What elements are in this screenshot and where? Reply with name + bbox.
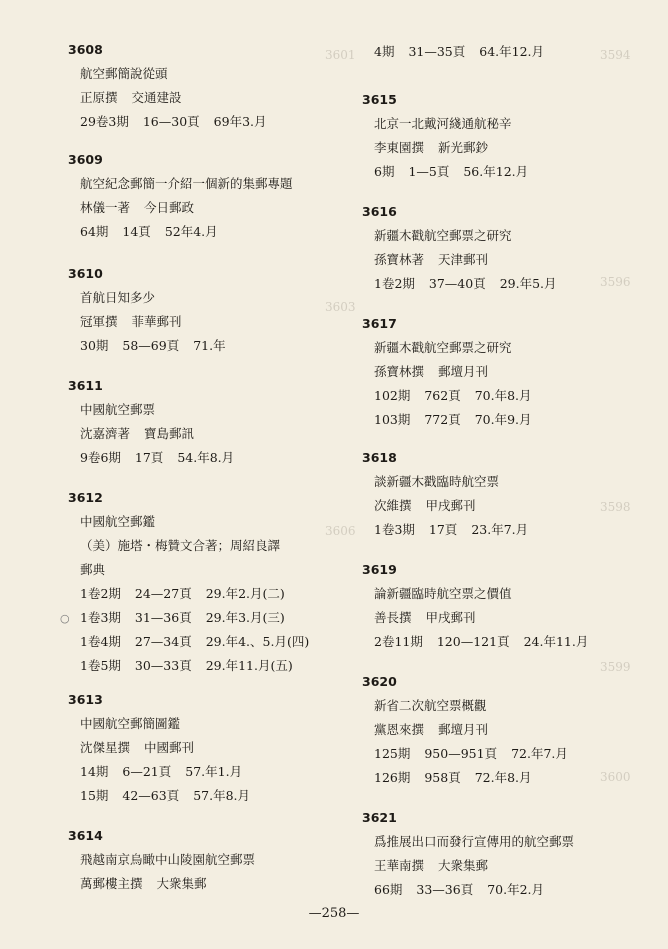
entry-lines bbox=[374, 586, 602, 658]
entry-line-part: 1卷4期 bbox=[80, 634, 121, 649]
entry-line bbox=[80, 852, 269, 876]
entry-line-part: 15期 bbox=[80, 788, 109, 803]
entry-line-part: 中國航空郵簡圖鑑 bbox=[80, 716, 181, 731]
entry-number: 3609 bbox=[68, 152, 103, 167]
entry-line-part: 14頁 bbox=[122, 224, 151, 239]
entry-line-part: 29.年4.、5.月(四) bbox=[205, 634, 310, 649]
entry-line-part: 沈傑星撰 bbox=[80, 740, 131, 755]
entry-line-part: 北京一北戴河綫通航秘辛 bbox=[374, 116, 512, 131]
entry-line-part: 31—35頁 bbox=[408, 44, 466, 59]
entry-line bbox=[374, 164, 542, 188]
binding-hole-icon: ○ bbox=[60, 612, 70, 625]
reverse-bleed: 3598 bbox=[600, 500, 631, 514]
entry-line bbox=[374, 770, 582, 794]
entry-line bbox=[374, 228, 571, 252]
entry-line-part: 30期 bbox=[80, 338, 109, 353]
entry-number: 3610 bbox=[68, 266, 103, 281]
entry-line-part: 42—63頁 bbox=[122, 788, 180, 803]
entry-line bbox=[80, 66, 281, 90]
entry-line-part: 24—27頁 bbox=[134, 586, 192, 601]
entry-line-part: 56.年12.月 bbox=[463, 164, 529, 179]
entry-line bbox=[374, 522, 542, 546]
entry-line-part: 17頁 bbox=[134, 450, 164, 465]
entry-line bbox=[374, 116, 542, 140]
entry-line-part: 交通建設 bbox=[131, 90, 182, 105]
entry-line-part: 正原撰 bbox=[80, 90, 118, 105]
entry-line bbox=[374, 698, 582, 722]
entry-line bbox=[374, 340, 546, 364]
entry-line-part: 1卷3期 bbox=[374, 522, 415, 537]
entry-number: 3608 bbox=[68, 42, 103, 57]
entry-line-part: 72.年7.月 bbox=[511, 746, 568, 761]
entry-line-part: 林儀一著 bbox=[80, 200, 131, 215]
entry-line bbox=[80, 610, 323, 634]
entry-line-part: 14期 bbox=[80, 764, 109, 779]
entry-line-part: 1卷2期 bbox=[374, 276, 415, 291]
entry-line bbox=[80, 314, 240, 338]
entry-lines bbox=[374, 228, 571, 300]
entry-line-part: 52年4.月 bbox=[164, 224, 218, 239]
entry-line-part: 談新疆木戳臨時航空票 bbox=[374, 474, 500, 489]
entry-line-part: 102期 bbox=[374, 388, 411, 403]
reverse-bleed: 3603 bbox=[325, 300, 356, 314]
entry-line-part: 31—36頁 bbox=[134, 610, 192, 625]
entry-line bbox=[80, 450, 248, 474]
entry-line-part: 中國航空郵鑑 bbox=[80, 514, 156, 529]
entry-line-part: 29.年3.月(三) bbox=[205, 610, 285, 625]
entry-line bbox=[80, 514, 323, 538]
entry-lines bbox=[374, 116, 542, 188]
entry-line-part: 今日郵政 bbox=[144, 200, 195, 215]
entry-line-part: 寶島郵訊 bbox=[144, 426, 195, 441]
entry-line-part: 58—69頁 bbox=[122, 338, 180, 353]
entry-line-part: 黨恩來撰 bbox=[374, 722, 425, 737]
entry-line bbox=[374, 882, 588, 906]
entry-line-part: 1—5頁 bbox=[408, 164, 450, 179]
entry-line bbox=[80, 716, 264, 740]
entry-line bbox=[80, 634, 323, 658]
entry-lines bbox=[80, 716, 264, 812]
entry-line-part: 1卷2期 bbox=[80, 586, 121, 601]
entry-lines bbox=[374, 44, 558, 68]
entry-line-part: 69年3.月 bbox=[213, 114, 267, 129]
entry-line-part: 孫寶林著 bbox=[374, 252, 425, 267]
entry-line-part: 70.年8.月 bbox=[474, 388, 532, 403]
entry-line bbox=[80, 200, 307, 224]
entry-line-part: 郵壇月刊 bbox=[438, 364, 489, 379]
entry-line bbox=[80, 402, 248, 426]
entry-line-part: 萬郵樓主撰 bbox=[80, 876, 143, 891]
entry-line-part: 郵典 bbox=[80, 562, 106, 577]
entry-line-part: 37—40頁 bbox=[428, 276, 486, 291]
entry-line-part: （美）施塔・梅贊文合著；周紹良譯 bbox=[80, 538, 281, 553]
entry-line-part: 71.年 bbox=[193, 338, 226, 353]
entry-line bbox=[374, 252, 571, 276]
entry-line bbox=[80, 764, 264, 788]
entry-lines bbox=[374, 340, 546, 436]
entry-number: 3616 bbox=[362, 204, 397, 219]
entry-line bbox=[80, 876, 269, 900]
entry-line-part: 6期 bbox=[374, 164, 395, 179]
entry-line-part: 1卷3期 bbox=[80, 610, 121, 625]
entry-lines bbox=[80, 514, 323, 682]
entry-line-part: 中國郵刊 bbox=[144, 740, 195, 755]
entry-number: 3619 bbox=[362, 562, 397, 577]
entry-line-part: 王華南撰 bbox=[374, 858, 425, 873]
entry-lines bbox=[80, 852, 269, 900]
entry-line-part: 新省二次航空票概觀 bbox=[374, 698, 487, 713]
entry-number: 3615 bbox=[362, 92, 397, 107]
entry-number: 3618 bbox=[362, 450, 397, 465]
entry-line-part: 57.年8.月 bbox=[193, 788, 251, 803]
entry-line bbox=[374, 722, 582, 746]
entry-line-part: 64.年12.月 bbox=[479, 44, 545, 59]
entry-line-part: 飛越南京烏瞰中山陵園航空郵票 bbox=[80, 852, 256, 867]
reverse-bleed: 3596 bbox=[600, 275, 631, 289]
entry-line bbox=[374, 634, 602, 658]
entry-line-part: 次維撰 bbox=[374, 498, 412, 513]
reverse-bleed: 3601 bbox=[325, 48, 356, 62]
entry-lines bbox=[80, 176, 307, 248]
entry-line-part: 29.年2.月(二) bbox=[205, 586, 285, 601]
entry-line-part: 27—34頁 bbox=[134, 634, 192, 649]
entry-line-part: 天津郵刊 bbox=[438, 252, 489, 267]
entry-line-part: 甲戌郵刊 bbox=[425, 498, 476, 513]
entry-line-part: 64期 bbox=[80, 224, 109, 239]
entry-line bbox=[80, 562, 323, 586]
entry-line-part: 菲華郵刊 bbox=[131, 314, 182, 329]
entry-line-part: 冠軍撰 bbox=[80, 314, 118, 329]
entry-line-part: 120—121頁 bbox=[436, 634, 510, 649]
entry-line-part: 958頁 bbox=[424, 770, 461, 785]
entry-line-part: 大衆集郵 bbox=[438, 858, 489, 873]
reverse-bleed: 3606 bbox=[325, 524, 356, 538]
entry-line-part: 沈嘉濟著 bbox=[80, 426, 131, 441]
entry-line-part: 772頁 bbox=[424, 412, 461, 427]
entry-line-part: 爲推展出口而發行宣傳用的航空郵票 bbox=[374, 834, 575, 849]
entry-line-part: 70.年2.月 bbox=[487, 882, 545, 897]
entry-lines bbox=[374, 474, 542, 546]
entry-line bbox=[80, 90, 281, 114]
entry-line-part: 950—951頁 bbox=[424, 746, 498, 761]
entry-line-part: 33—36頁 bbox=[416, 882, 474, 897]
entry-number: 3613 bbox=[68, 692, 103, 707]
entry-line-part: 29卷3期 bbox=[80, 114, 129, 129]
entry-lines bbox=[80, 290, 240, 362]
entry-line-part: 首航日知多少 bbox=[80, 290, 156, 305]
entry-line-part: 24.年11.月 bbox=[523, 634, 589, 649]
entry-line bbox=[374, 140, 542, 164]
entry-number: 3621 bbox=[362, 810, 397, 825]
reverse-bleed: 3600 bbox=[600, 770, 631, 784]
entry-number: 3617 bbox=[362, 316, 397, 331]
entry-line-part: 善長撰 bbox=[374, 610, 412, 625]
entry-line bbox=[374, 44, 558, 68]
entry-line bbox=[80, 176, 307, 200]
entry-line-part: 新疆木戳航空郵票之研究 bbox=[374, 340, 512, 355]
entry-line-part: 新光郵鈔 bbox=[438, 140, 489, 155]
entry-line-part: 17頁 bbox=[428, 522, 458, 537]
reverse-bleed: 3594 bbox=[600, 48, 631, 62]
entry-line bbox=[374, 586, 602, 610]
entry-line-part: 29.年11.月(五) bbox=[205, 658, 293, 673]
entry-line bbox=[80, 586, 323, 610]
entry-line-part: 6—21頁 bbox=[122, 764, 172, 779]
entry-line-part: 李東園撰 bbox=[374, 140, 425, 155]
entry-lines bbox=[374, 698, 582, 794]
entry-line bbox=[374, 834, 588, 858]
entry-line-part: 新疆木戳航空郵票之研究 bbox=[374, 228, 512, 243]
entry-line-part: 103期 bbox=[374, 412, 411, 427]
entry-line-part: 16—30頁 bbox=[142, 114, 200, 129]
entry-line bbox=[374, 610, 602, 634]
entry-line bbox=[80, 114, 281, 138]
entry-line-part: 66期 bbox=[374, 882, 403, 897]
entry-line-part: 航空紀念郵簡一介紹一個新的集郵專題 bbox=[80, 176, 293, 191]
entry-line bbox=[374, 388, 546, 412]
entry-line bbox=[80, 740, 264, 764]
entry-line-part: 甲戌郵刊 bbox=[425, 610, 476, 625]
entry-line-part: 9卷6期 bbox=[80, 450, 121, 465]
entry-line bbox=[80, 426, 248, 450]
entry-line bbox=[374, 364, 546, 388]
entry-line-part: 中國航空郵票 bbox=[80, 402, 156, 417]
entry-line-part: 1卷5期 bbox=[80, 658, 121, 673]
entry-line bbox=[374, 746, 582, 770]
entry-lines bbox=[80, 66, 281, 138]
entry-line-part: 4期 bbox=[374, 44, 395, 59]
entry-line-part: 郵壇月刊 bbox=[438, 722, 489, 737]
entry-line-part: 大衆集郵 bbox=[156, 876, 207, 891]
entry-line bbox=[80, 338, 240, 362]
entry-line bbox=[374, 412, 546, 436]
entry-line bbox=[374, 474, 542, 498]
entry-number: 3612 bbox=[68, 490, 103, 505]
entry-line bbox=[80, 538, 323, 562]
entry-lines bbox=[374, 834, 588, 906]
entry-line-part: 125期 bbox=[374, 746, 411, 761]
entry-line-part: 126期 bbox=[374, 770, 411, 785]
page-number: —258— bbox=[308, 906, 360, 921]
entry-line bbox=[80, 658, 323, 682]
entry-line bbox=[374, 276, 571, 300]
entry-line-part: 70.年9.月 bbox=[474, 412, 532, 427]
entry-line bbox=[80, 224, 307, 248]
entry-line-part: 孫寶林撰 bbox=[374, 364, 425, 379]
entry-line-part: 論新疆臨時航空票之價值 bbox=[374, 586, 512, 601]
entry-number: 3611 bbox=[68, 378, 103, 393]
entry-line-part: 72.年8.月 bbox=[474, 770, 532, 785]
entry-line-part: 航空郵簡說從頭 bbox=[80, 66, 168, 81]
entry-number: 3620 bbox=[362, 674, 397, 689]
entry-line bbox=[80, 290, 240, 314]
entry-line-part: 2卷11期 bbox=[374, 634, 423, 649]
entry-line bbox=[374, 858, 588, 882]
entry-lines bbox=[80, 402, 248, 474]
entry-line-part: 57.年1.月 bbox=[185, 764, 243, 779]
entry-line-part: 29.年5.月 bbox=[499, 276, 557, 291]
entry-line bbox=[80, 788, 264, 812]
reverse-bleed: 3599 bbox=[600, 660, 631, 674]
entry-number: 3614 bbox=[68, 828, 103, 843]
entry-line-part: 54.年8.月 bbox=[177, 450, 235, 465]
entry-line-part: 23.年7.月 bbox=[471, 522, 529, 537]
entry-line-part: 762頁 bbox=[424, 388, 461, 403]
entry-line-part: 30—33頁 bbox=[134, 658, 192, 673]
entry-line bbox=[374, 498, 542, 522]
